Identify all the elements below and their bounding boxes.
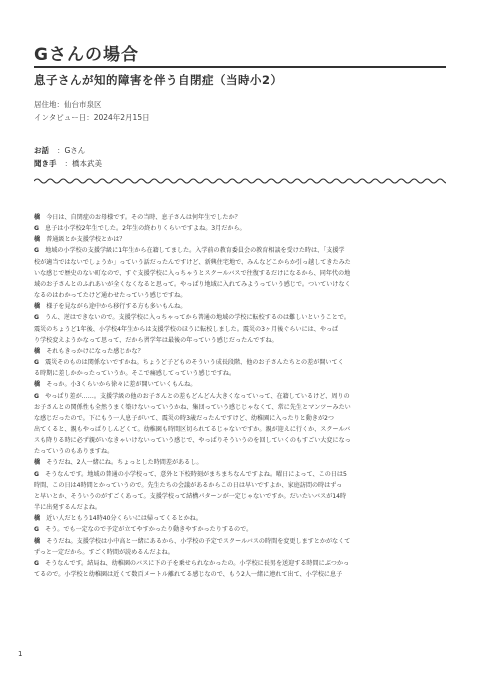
- page-subtitle: 息子さんが知的障害を伴う自閉症（当時小2）: [34, 73, 283, 87]
- transcript-line: [34, 212, 446, 223]
- transcript-line: [34, 346, 446, 357]
- transcript-line: [34, 536, 446, 547]
- speaker-mark: G: [34, 526, 40, 534]
- line-text: そっか。小3くらいから徐々に差が開いていくもんね。: [46, 381, 197, 389]
- speaker-mark: G: [34, 470, 40, 478]
- line-text: り学校変えようかなって思って、だから習学年は最後の年っていう感じだったんですね。: [34, 336, 278, 344]
- transcript-line: [34, 324, 446, 335]
- transcript-line: [34, 435, 446, 446]
- page-title: Gさんの場合: [34, 45, 139, 65]
- interviewer-info: [34, 158, 102, 169]
- transcript-line: [34, 547, 446, 558]
- speaker-mark: 橋: [34, 214, 41, 221]
- transcript-line: [34, 279, 446, 290]
- speaker-mark: G: [34, 314, 40, 322]
- speaker-mark: 橋: [34, 515, 41, 523]
- transcript-line: [34, 257, 446, 268]
- speaker-mark: G: [34, 225, 40, 233]
- line-text: そうだね、2人一緒にね。ちょっとした時間差があるし。: [46, 459, 203, 467]
- line-text: 息子は小学校2年生でした。2年生の終わりくらいですよね。3月だから。: [45, 225, 246, 233]
- speaker-mark: G: [34, 392, 40, 400]
- line-text: 半に出発するんだよね。: [34, 504, 102, 512]
- line-text: たっていうのもありますね。: [34, 448, 114, 456]
- line-text: そうだね。支援学校は小中高と一緒にあるから、小学校の予定でスクールバスの時間を変更しますとかがなくて: [46, 537, 351, 545]
- transcript-body: [34, 212, 446, 580]
- transcript-line: [34, 290, 446, 301]
- transcript-line: [34, 357, 446, 368]
- interviewer-value: ：橋本武美: [64, 159, 102, 168]
- line-text: お子さんとの関係性も全然うまく築けないっていうかね、集団っていう感じじゃなくて、常に先生とマンツーみたい: [34, 403, 351, 411]
- speaker-mark: 橋: [34, 459, 41, 467]
- transcript-line: [34, 569, 446, 580]
- transcript-line: [34, 245, 446, 256]
- wavy-divider: [34, 176, 446, 186]
- transcript-line: [34, 502, 446, 513]
- line-text: 今日は、自閉症のお母様です。その当時、息子さんは何年生でしたか？: [46, 214, 241, 221]
- line-text: やっぱり差が……。支援学級の他のお子さんとの差もどんどん大きくなっていって、在籍しているけど、周りの: [45, 392, 350, 400]
- line-text: 震災のちょうど1年後、小学校4年生からは支援学校のほうに転校しました。震災の3ヶ月後ぐらいには、やっぱ: [34, 325, 339, 333]
- transcript-line: [34, 312, 446, 323]
- line-text: うん、逆はできないので。支援学校に入っちゃってから普通の地域の学校に転校するのは難しいということで。: [45, 314, 350, 322]
- speaker-mark: 橋: [34, 381, 41, 389]
- transcript-line: [34, 457, 446, 468]
- speaker-mark: G: [34, 247, 40, 255]
- page-number: 1: [18, 650, 23, 658]
- line-text: そうなんです。結局ね、幼稚園のバスに下の子を乗せられなかったの。小学校に長男を送迎する時間にぶつかっ: [45, 559, 350, 567]
- transcript-line: [34, 558, 446, 569]
- transcript-line: [34, 524, 446, 535]
- speaker-mark: G: [34, 359, 40, 367]
- line-text: てるので。小学校と幼稚園は近くて数百メートル離れてる感じなので、もう2人一緒に連れて出て、小学校に息子: [34, 571, 343, 578]
- transcript-line: [34, 234, 446, 245]
- transcript-line: [34, 424, 446, 435]
- transcript-line: [34, 301, 446, 312]
- transcript-line: [34, 268, 446, 279]
- line-text: スも降りる時に必ず親がいなきゃいけないっていう感じで、やっぱりそういうのを回していくのもすごい大変になっ: [34, 437, 351, 445]
- transcript-line: [34, 223, 446, 234]
- residence-info: 居住地：仙台市泉区: [34, 100, 102, 109]
- speaker-mark: G: [34, 559, 40, 567]
- line-text: ずっと一定だから。すごく時間が読めるんだよね。: [34, 548, 174, 556]
- line-text: と早いとか、そういうのがすごくあって。支援学校って結構パターンが一定じゃないですか。だいたいバスが14時: [34, 492, 347, 500]
- transcript-line: [34, 391, 446, 402]
- transcript-line: [34, 513, 446, 524]
- interviewer-label: 聞き手: [34, 159, 57, 168]
- transcript-line: [34, 469, 446, 480]
- line-text: なるのはわかってたけど通わせたっていう感じですね。: [34, 292, 187, 300]
- line-text: そう。でも一定なので予定が立てやすかったり動きやすかったりするので。: [45, 526, 253, 534]
- speaker-mark: 橋: [34, 537, 41, 545]
- line-text: そうなんです。地域の普通の小学校って、意外と下校時刻がまちまちなんですよね。曜日によって、この日は5: [45, 470, 347, 478]
- transcript-line: [34, 335, 446, 346]
- line-text: 様子を見ながら途中から移行する方も多いもんね。: [46, 303, 187, 311]
- line-text: いな感じで歴史のない町なので、すぐ支援学校に入っちゃうとスクールバスで往復するだけになるから、同年代の地: [34, 269, 351, 277]
- title-underline: [34, 66, 446, 68]
- transcript-line: [34, 446, 446, 457]
- transcript-line: [34, 413, 446, 424]
- transcript-line: [34, 379, 446, 390]
- speaker-label: お話: [34, 146, 49, 155]
- line-text: 校が適当ではないでしょうか」っていう話だったんですけど、新興住宅地で、みんなどこからか引っ越してきたみた: [34, 258, 351, 266]
- transcript-line: [34, 402, 446, 413]
- line-text: 時間、この日は4時間とかっていうので。先生たちの会議があるからこの日は早いですよか、家庭訪問の時はずっ: [34, 481, 343, 489]
- line-text: 普通級とか支援学校とかは？: [46, 236, 126, 244]
- line-text: な感じだったので。下にもう一人息子がいて、震災の時3歳だったんですけど、幼稚園に入ったりと動きが2つ: [34, 414, 335, 422]
- line-text: る時期に差しかかったっていうか。そこで痛感してっていう感じですね。: [34, 370, 236, 378]
- line-text: 域のお子さんとのふれあいが全くなくなると思って。やっぱり地域に入れてみようっていう感じで。ついていけなく: [34, 280, 351, 288]
- speaker-info: [34, 145, 85, 156]
- line-text: 出てくると、親もやっぱりしんどくて。幼稚園も時間区切られてるじゃないですか。親が迎えに行くか、スクールバ: [34, 425, 351, 433]
- line-text: 近い人だともう14時40分くらいには帰ってくるとかね。: [46, 515, 202, 523]
- line-text: それもきっかけになった感じかな？: [46, 347, 144, 355]
- speaker-mark: 橋: [34, 347, 41, 355]
- interview-date: インタビュー日：2024年2月15日: [34, 113, 150, 122]
- speaker-mark: 橋: [34, 303, 41, 311]
- transcript-line: [34, 480, 446, 491]
- line-text: 地域の小学校の支援学級に1年生から在籍してました。入学前の教育委員会の教育相談を受けた時は、「支援学: [45, 247, 345, 255]
- speaker-mark: 橋: [34, 236, 41, 244]
- transcript-line: [34, 368, 446, 379]
- transcript-line: [34, 491, 446, 502]
- line-text: 震災そのものは関係ないですかね。ちょうど子どものそういう成長段階、他のお子さんたちとの差が開いてく: [45, 359, 344, 367]
- speaker-value: ：Gさん: [57, 146, 86, 155]
